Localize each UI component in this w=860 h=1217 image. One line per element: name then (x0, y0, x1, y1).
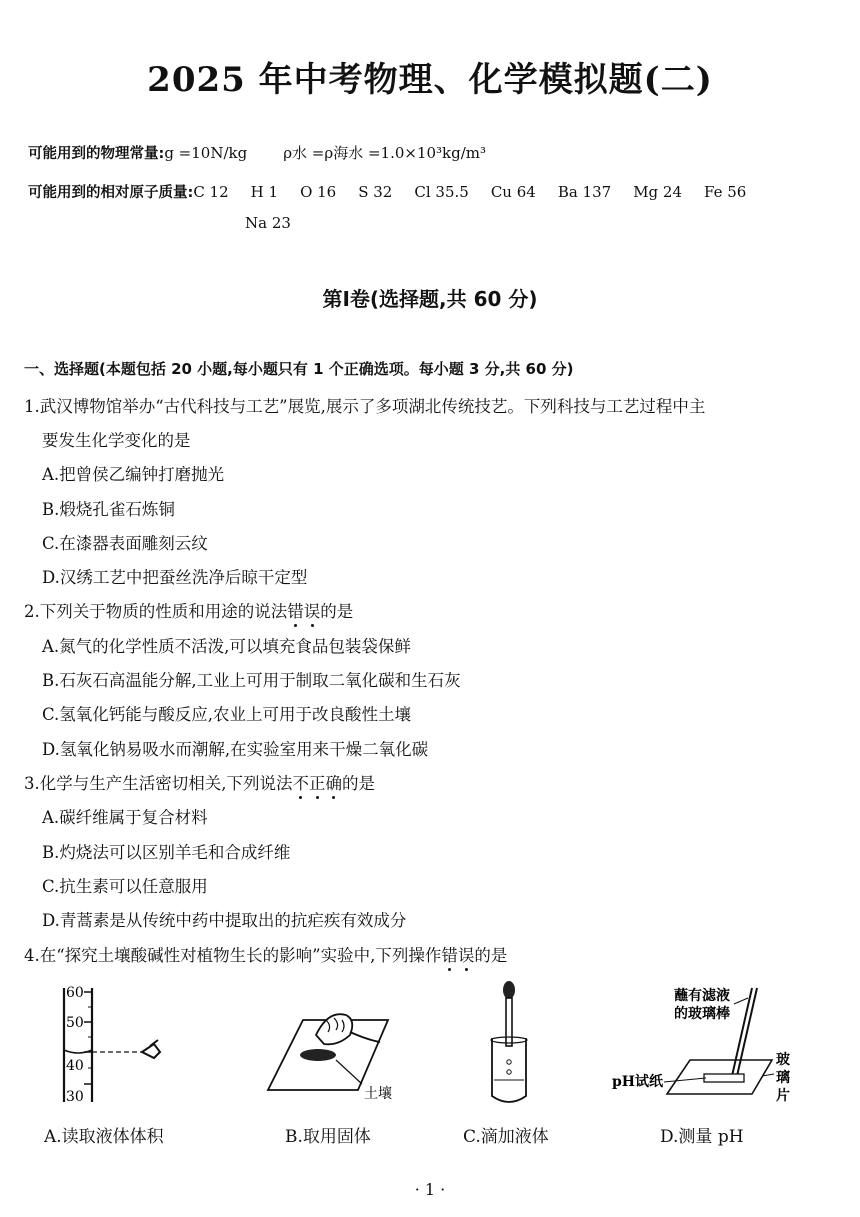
question-1-option-a: A.把曾侯乙编钟打磨抛光 (42, 465, 225, 484)
question-1-option-d: D.汉绣工艺中把蚕丝洗净后晾干定型 (42, 568, 308, 587)
atomic-mass-item: Fe 56 (704, 183, 747, 201)
physics-constants (28, 142, 486, 163)
part-heading: 一、选择题(本题包括 20 小题,每小题只有 1 个正确选项。每小题 3 分,共 60 分) (24, 360, 574, 378)
question-3-option-a: A.碳纤维属于复合材料 (42, 808, 208, 827)
ph-paper-label: pH试纸 (612, 1074, 664, 1090)
question-4-stem-text: 4.在“探究土壤酸碱性对植物生长的影响”实验中,下列操作 (24, 946, 442, 965)
atomic-mass-item: Ba 137 (557, 183, 612, 201)
emphasis-char: 错 (441, 942, 458, 966)
question-4-stem (24, 942, 507, 966)
atomic-mass-item: Cl 35.5 (414, 183, 469, 201)
atomic-mass-item: Na 23 (245, 214, 291, 232)
figure-c-caption: C.滴加液体 (463, 1127, 549, 1147)
question-2-option-b: B.石灰石高温能分解,工业上可用于制取二氧化碳和生石灰 (42, 671, 461, 690)
cylinder-tick-label: 30 (66, 1089, 84, 1105)
atomic-mass-item: Cu 64 (490, 183, 536, 201)
cylinder-tick-label: 60 (66, 985, 84, 1001)
physics-constants-label: 可能用到的物理常量: (28, 146, 165, 162)
atomic-mass-item: S 32 (358, 183, 393, 201)
drop-liquid-figure (478, 980, 548, 1110)
page-number: · 1 · (414, 1180, 446, 1199)
emphasis-char: 不 (293, 770, 310, 794)
glass-slide-label: 璃 (776, 1070, 790, 1086)
question-2-option-a: A.氮气的化学性质不活泼,可以填充食品包装袋保鲜 (42, 637, 411, 656)
soil-label: 土壤 (364, 1086, 392, 1102)
question-3-emphasis (293, 774, 343, 793)
question-1-option-c: C.在漆器表面雕刻云纹 (42, 534, 208, 553)
question-2-stem (24, 598, 353, 622)
question-3-stem (24, 770, 375, 794)
question-1-option-b: B.煅烧孔雀石炼铜 (42, 500, 175, 519)
emphasis-char: 误 (458, 942, 475, 966)
question-3-stem-text: 3.化学与生产生活密切相关,下列说法 (24, 774, 293, 793)
question-3-stem-end: 的是 (342, 774, 375, 793)
figure-a-caption: A.读取液体体积 (44, 1127, 164, 1147)
eye-icon (142, 1040, 160, 1058)
cylinder-tick-label: 50 (66, 1015, 84, 1031)
atomic-masses-label: 可能用到的相对原子质量: (28, 185, 194, 201)
atomic-masses (28, 181, 746, 202)
figure-d-caption: D.测量 pH (660, 1127, 744, 1147)
question-2-emphasis (287, 602, 320, 621)
question-2-option-d: D.氢氧化钠易吸水而潮解,在实验室用来干燥二氧化碳 (42, 740, 429, 759)
question-3-option-b: B.灼烧法可以区别羊毛和合成纤维 (42, 843, 291, 862)
emphasis-char: 误 (304, 598, 321, 622)
gravity-constant: g =10N/kg (164, 144, 248, 162)
dropper-bulb-icon (503, 981, 515, 999)
atomic-mass-item: C 12 (193, 183, 229, 201)
take-solid-figure (258, 980, 428, 1110)
section-title: 第Ⅰ卷(选择题,共 60 分) (322, 287, 538, 311)
question-2-option-c: C.氢氧化钙能与酸反应,农业上可用于改良酸性土壤 (42, 705, 412, 724)
density-constant: ρ水 =ρ海水 =1.0×10³kg/m³ (283, 144, 487, 162)
emphasis-char: 正 (309, 770, 326, 794)
question-3-option-c: C.抗生素可以任意服用 (42, 877, 208, 896)
glass-slide-label: 玻 (776, 1052, 790, 1068)
graduated-cylinder-figure (50, 980, 180, 1110)
atomic-mass-item: Mg 24 (633, 183, 683, 201)
question-2-stem-text: 2.下列关于物质的性质和用途的说法 (24, 602, 288, 621)
emphasis-char: 错 (287, 598, 304, 622)
question-3-option-d: D.青蒿素是从传统中药中提取出的抗疟疾有效成分 (42, 911, 407, 930)
question-2-stem-end: 的是 (320, 602, 354, 621)
page-title: 2025 年中考物理、化学模拟题(二) (147, 60, 713, 100)
figure-b-caption: B.取用固体 (285, 1127, 371, 1147)
question-1-stem-cont: 要发生化学变化的是 (42, 431, 191, 450)
atomic-mass-item: O 16 (300, 183, 337, 201)
question-4-emphasis (441, 946, 474, 965)
measure-ph-figure (612, 980, 802, 1120)
question-4-stem-end: 的是 (474, 946, 508, 965)
cylinder-tick-label: 40 (66, 1058, 84, 1074)
atomic-mass-item: H 1 (250, 183, 279, 201)
emphasis-char: 确 (326, 770, 343, 794)
glass-slide-label: 片 (776, 1088, 790, 1104)
glass-rod-label: 的玻璃棒 (674, 1006, 730, 1022)
glass-rod-label: 蘸有滤液 (674, 988, 730, 1004)
question-1-stem: 1.武汉博物馆举办“古代科技与工艺”展览,展示了多项湖北传统技艺。下列科技与工艺过程中主 (24, 397, 706, 416)
